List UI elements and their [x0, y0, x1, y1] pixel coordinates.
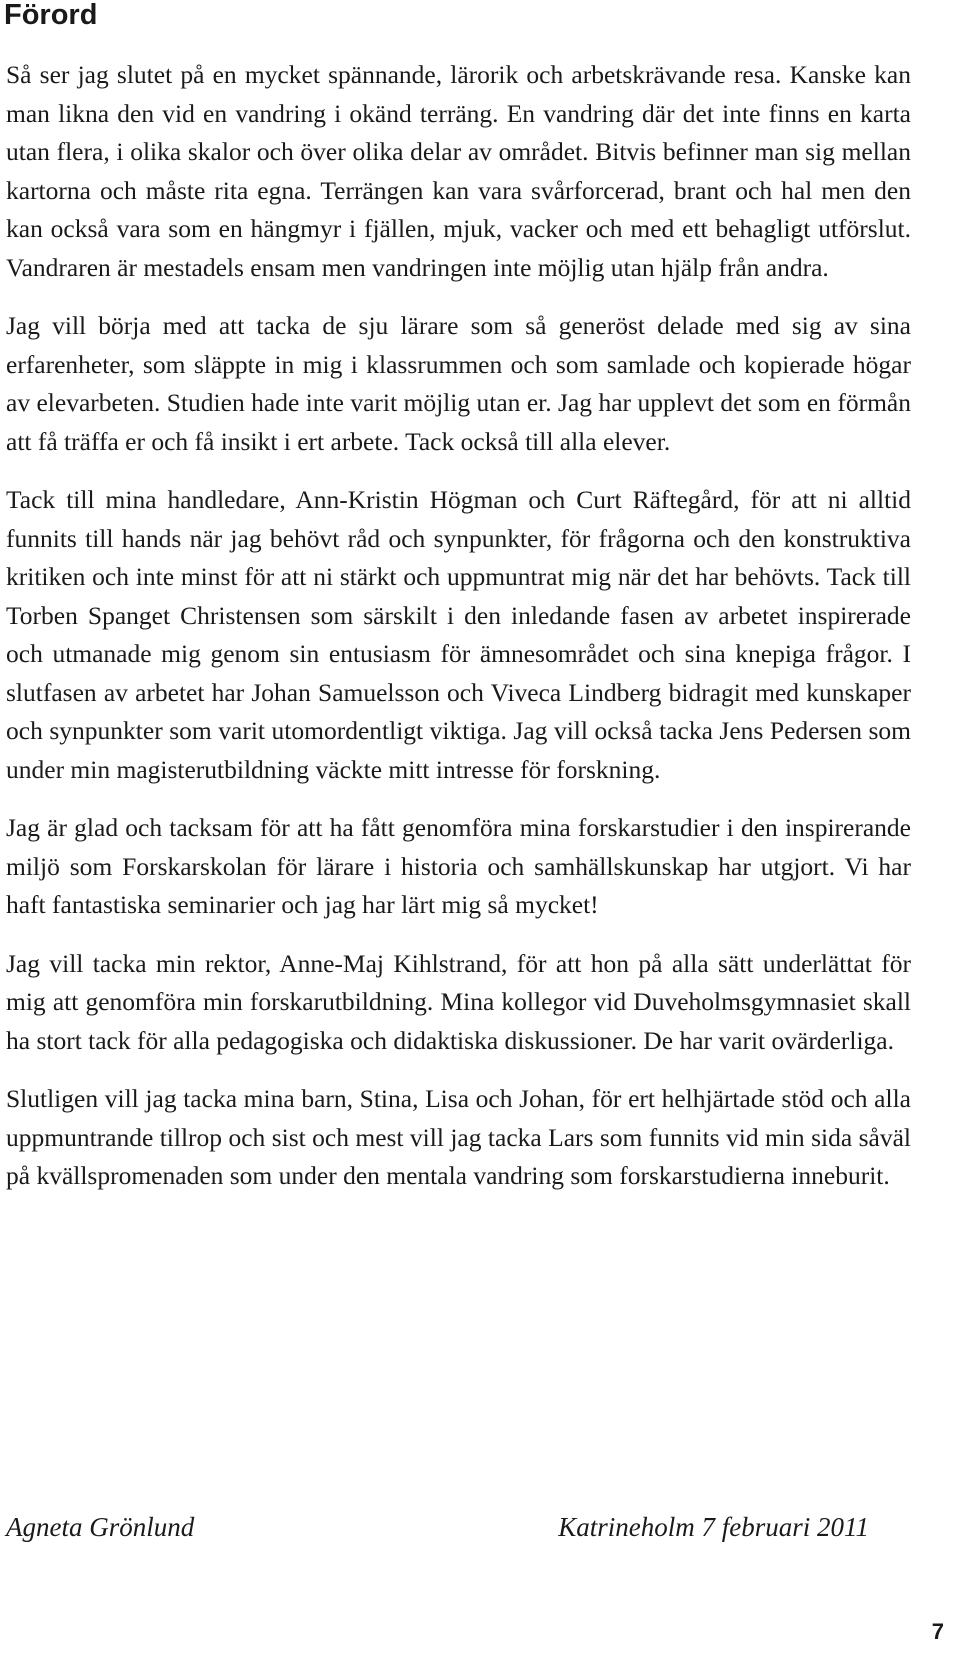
paragraph-principal: Jag vill tacka min rektor, Anne-Maj Kihlstrand, för att hon på alla sätt underlättat för mig att genomföra min forskarutbildning. Mina kollegor vid Duveholmsgymnasiet skall ha stort tack för alla pedagogiska och didaktiska diskussioner. De har varit ovärderliga. — [6, 948, 911, 1055]
preface-body — [6, 56, 911, 1216]
paragraph-teachers: Jag vill börja med att tacka de sju lärare som så generöst delade med sig av sina erfarenheter, som släppte in mig i klassrummen och som samlade och kopierade högar av elevarbeten. Studien hade inte varit möjlig utan er. Jag har upplevt det som en förmån att få träffa er och få insikt i ert arbete. Tack också till alla elever. — [6, 311, 911, 456]
page-title: Förord — [4, 0, 98, 31]
paragraph-journey: Så ser jag slutet på en mycket spännande, lärorik och arbetskrävande resa. Kanske kan man likna den vid en vandring i okänd terräng. En vandring där det inte finns en karta utan flera, i olika skalor och över olika delar av området. Bitvis befinner man sig mellan kartorna och måste rita egna. Terrängen kan vara svårforcerad, brant och hal men den kan också vara som en hängmyr i fjällen, mjuk, vacker och med ett behagligt utförslut. Vandraren är mestadels ensam men vandringen inte möjlig utan hjälp från andra. — [6, 60, 911, 282]
place-and-date: Katrineholm 7 februari 2011 — [558, 1512, 869, 1542]
signature-line — [6, 1509, 911, 1545]
page-number: 7 — [931, 1619, 944, 1644]
author-name: Agneta Grönlund — [6, 1512, 195, 1542]
paragraph-research-school: Jag är glad och tacksam för att ha fått genomföra mina forskarstudier i den inspirerande miljö som Forskarskolan för lärare i historia och samhällskunskap har utgjort. Vi har haft fantastiska seminarier och jag har lärt mig så mycket! — [6, 813, 911, 919]
paragraph-supervisors: Tack till mina handledare, Ann-Kristin Högman och Curt Räftegård, för att ni alltid funnits till hands när jag behövt råd och synpunkter, för frågorna och den konstruktiva kritiken och inte minst för att ni stärkt och uppmuntrat mig när det har behövts. Tack till Torben Spanget Christensen som särskilt i den inledande fasen av arbetet inspirerade och utmanade mig genom sin entusiasm för ämnesområdet och sina knepiga frågor. I slutfasen av arbetet har Johan Samuelsson och Viveca Lindberg bidragit med kunskaper och synpunkter som varit utomordentligt viktiga. Jag vill också tacka Jens Pedersen som under min magisterutbildning väckte mitt intresse för forskning. — [6, 485, 911, 784]
paragraph-family: Slutligen vill jag tacka mina barn, Stina, Lisa och Johan, för ert helhjärtade stöd och alla uppmuntrande tillrop och sist och mest vill jag tacka Lars som funnits vid min sida såväl på kvällspromenaden som under den mentala vandring som forskarstudierna inneburit. — [6, 1084, 911, 1190]
